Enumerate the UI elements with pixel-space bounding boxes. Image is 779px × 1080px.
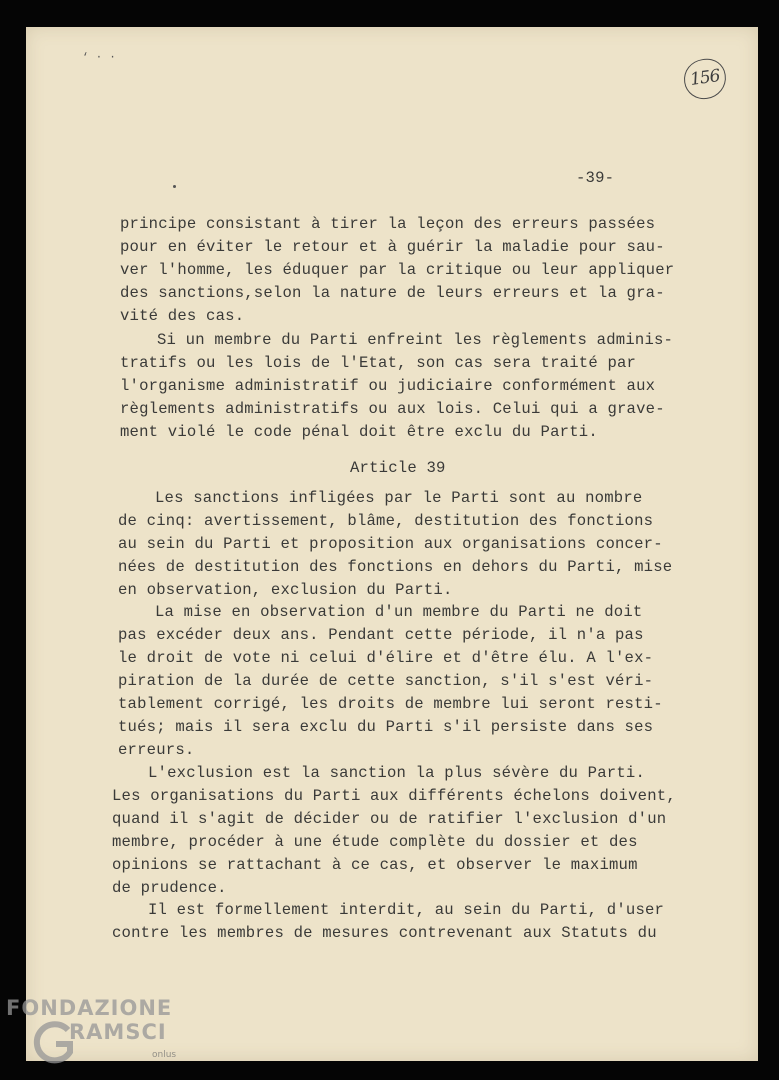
stray-ink-dot — [173, 185, 176, 188]
watermark-line2: RAMSCI — [69, 1020, 167, 1044]
text-line: des sanctions,selon la nature de leurs erreurs et la gra- — [120, 284, 665, 302]
text-line: tratifs ou les lois de l'Etat, son cas sera traité par — [120, 354, 637, 372]
text-line: quand il s'agit de décider ou de ratifier l'exclusion d'un — [112, 810, 667, 828]
text-line: nées de destitution des fonctions en dehors du Parti, mise — [118, 558, 673, 576]
text-line: ver l'homme, les éduquer par la critique ou leur appliquer — [120, 261, 675, 279]
watermark-line3: onlus — [152, 1050, 177, 1060]
text-line: ment violé le code pénal doit être exclu du Parti. — [120, 423, 598, 441]
text-line: règlements administratifs ou aux lois. Celui qui a grave- — [120, 400, 665, 418]
text-line: l'organisme administratif ou judiciaire conformément aux — [120, 377, 656, 395]
text-line: vité des cas. — [120, 307, 245, 325]
text-line: tués; mais il sera exclu du Parti s'il persiste dans ses — [118, 718, 654, 736]
text-line: Si un membre du Parti enfreint les règlements adminis- — [157, 331, 674, 349]
text-line: principe consistant à tirer la leçon des erreurs passées — [120, 215, 656, 233]
text-line: piration de la durée de cette sanction, s'il s'est véri- — [118, 672, 654, 690]
corner-marks: ‘ · · — [82, 52, 117, 64]
text-line: pour en éviter le retour et à guérir la maladie pour sau- — [120, 238, 665, 256]
text-line: Les organisations du Parti aux différents échelons doivent, — [112, 787, 676, 805]
text-line: tablement corrigé, les droits de membre lui seront resti- — [118, 695, 663, 713]
page-number: -39- — [576, 169, 615, 187]
watermark-line1: FONDAZIONE — [6, 996, 173, 1020]
text-line: Les sanctions infligées par le Parti sont au nombre — [155, 489, 643, 507]
text-line: L'exclusion est la sanction la plus sévère du Parti. — [148, 764, 646, 782]
article-heading: Article 39 — [350, 459, 446, 477]
archive-number: 156 — [688, 66, 721, 90]
text-line: de cinq: avertissement, blâme, destitution des fonctions — [118, 512, 654, 530]
text-line: membre, procéder à une étude complète du dossier et des — [112, 833, 638, 851]
text-line: opinions se rattachant à ce cas, et observer le maximum — [112, 856, 638, 874]
fondazione-gramsci-watermark — [6, 992, 196, 1074]
text-line: La mise en observation d'un membre du Parti ne doit — [155, 603, 643, 621]
text-line: de prudence. — [112, 879, 227, 897]
text-line: en observation, exclusion du Parti. — [118, 581, 453, 599]
text-line: Il est formellement interdit, au sein du Parti, d'user — [148, 901, 665, 919]
text-line: contre les membres de mesures contrevenant aux Statuts du — [112, 924, 657, 942]
text-line: pas excéder deux ans. Pendant cette période, il n'a pas — [118, 626, 644, 644]
text-line: le droit de vote ni celui d'élire et d'être élu. A l'ex- — [118, 649, 654, 667]
text-line: au sein du Parti et proposition aux organisations concer- — [118, 535, 663, 553]
text-line: erreurs. — [118, 741, 195, 759]
